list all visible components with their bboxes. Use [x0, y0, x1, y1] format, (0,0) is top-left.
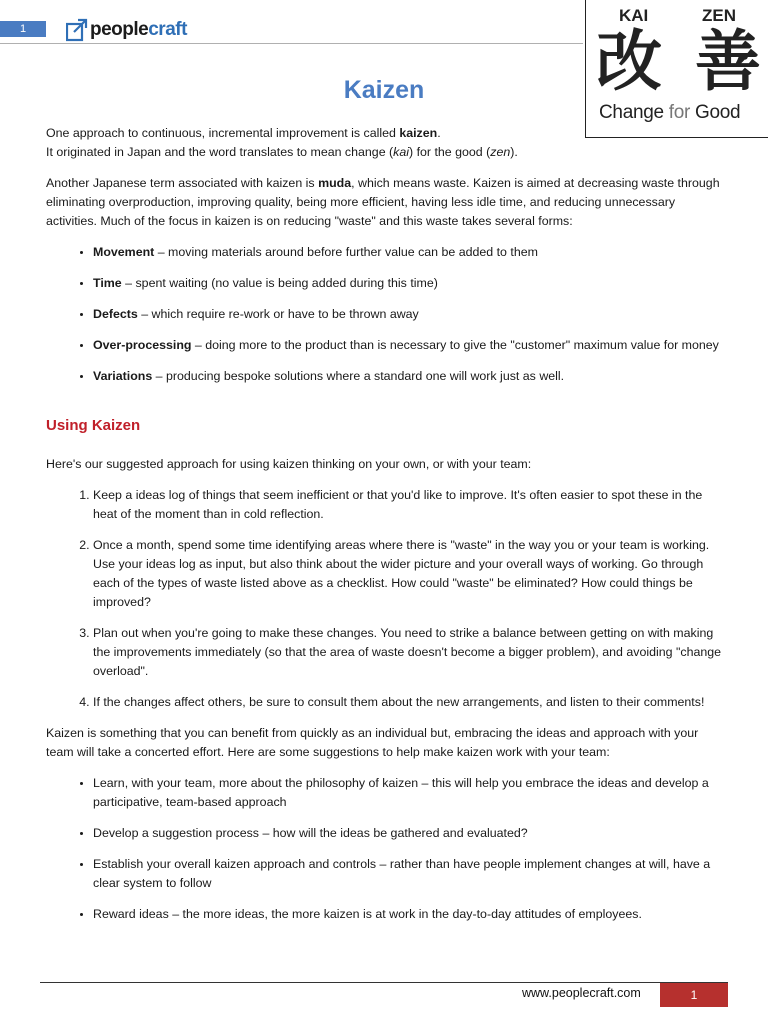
- list-item: [93, 243, 722, 262]
- footer-page-number: 1: [660, 983, 728, 1007]
- list-item: 2. Once a month, spend some time identifying areas where there is "waste" in the way you or your team is working. Use your ideas log as input, but also think about the wider picture and your overall ways of working. Go through each of the types of waste listed above as a checklist. How could "waste" be eliminated? How could things be improved?: [93, 536, 722, 612]
- list-item: 3. Plan out when you're going to make these changes. You need to strike a balance between getting on with making the improvements immediately (so that the area of waste doesn't become a bigger problem), and avoiding "change overload".: [93, 624, 722, 681]
- intro-text: .: [437, 126, 441, 140]
- suggestions-list: [46, 774, 722, 924]
- waste-desc: – producing bespoke solutions where a standard one will work just as well.: [152, 369, 565, 383]
- header-page-number: 1: [0, 21, 46, 37]
- intro-kaizen-term: kaizen: [399, 126, 438, 140]
- intro-zen-term: zen: [490, 145, 511, 159]
- tagline-change: Change: [599, 102, 664, 123]
- waste-term: Time: [93, 276, 122, 290]
- list-item: 1. Keep a ideas log of things that seem inefficient or that you'd like to improve. It's often easier to spot these in the heat of the moment than in cold reflection.: [93, 486, 722, 524]
- arrow-box-icon: [66, 18, 88, 42]
- waste-desc: – moving materials around before further value can be added to them: [154, 245, 538, 259]
- waste-term: Defects: [93, 307, 138, 321]
- logo-text: [90, 19, 187, 41]
- list-item: • Establish your overall kaizen approach and controls – rather than have people implement changes at will, have a clear system to follow: [93, 855, 722, 893]
- muda-text: , which means waste. Kaizen is aimed at decreasing waste through eliminating overproduction, improving quality, being more efficient, having less idle time, and reducing unnecessary activities. Much of the focus in kaizen is on reducing "waste" and this waste takes several forms:: [46, 176, 720, 228]
- list-item: 4. If the changes affect others, be sure to consult them about the new arrangements, and listen to their comments!: [93, 693, 722, 712]
- list-item: [93, 274, 722, 293]
- footer-rule: [40, 982, 728, 983]
- muda-paragraph: [46, 174, 722, 231]
- intro-text: It originated in Japan and the word translates to mean change (: [46, 145, 394, 159]
- intro-paragraph: [46, 124, 722, 162]
- logo-text-people: people: [90, 19, 149, 40]
- muda-text: Another Japanese term associated with kaizen is: [46, 176, 319, 190]
- section-heading-using-kaizen: Using Kaizen: [46, 417, 141, 434]
- waste-list: [46, 243, 722, 386]
- list-item: [93, 336, 722, 355]
- list-item: [93, 367, 722, 386]
- waste-desc: – which require re-work or have to be thrown away: [137, 307, 419, 321]
- list-item: • Reward ideas – the more ideas, the more kaizen is at work in the day-to-day attitudes of employees.: [93, 905, 722, 924]
- intro-text: ).: [510, 145, 518, 159]
- logo-text-craft: craft: [148, 19, 187, 40]
- kaizen-kai-label: KAI: [619, 6, 649, 25]
- tagline-good: Good: [695, 102, 741, 123]
- list-item: [93, 305, 722, 324]
- footer-url-link[interactable]: www.peoplecraft.com: [522, 986, 641, 1000]
- waste-desc: – doing more to the product than is necessary to give the "customer" maximum value for money: [191, 338, 719, 352]
- intro-kai-term: kai: [393, 145, 409, 159]
- waste-term: Movement: [93, 245, 155, 259]
- tagline-for: for: [668, 102, 691, 123]
- kaizen-zen-label: ZEN: [702, 6, 736, 25]
- kaizen-tagline: [599, 102, 740, 124]
- page-title: Kaizen: [343, 76, 425, 104]
- document-body: [46, 124, 722, 936]
- waste-desc: – spent waiting (no value is being added during this time): [121, 276, 438, 290]
- kaizen-graphic: [585, 0, 768, 138]
- intro-text: One approach to continuous, incremental improvement is called: [46, 126, 400, 140]
- waste-term: Over-processing: [93, 338, 192, 352]
- waste-term: Variations: [93, 369, 153, 383]
- team-intro: Kaizen is something that you can benefit from quickly as an individual but, embracing the ideas and approach with your team will take a concerted effort. Here are some suggestions to help make kaizen work with your team:: [46, 726, 699, 759]
- using-intro: Here's our suggested approach for using kaizen thinking on your own, or with your team:: [46, 457, 532, 471]
- peoplecraft-logo: [66, 16, 187, 44]
- list-item: • Develop a suggestion process – how will the ideas be gathered and evaluated?: [93, 824, 722, 843]
- kaizen-char-zen: 善: [695, 23, 761, 100]
- steps-list: [46, 486, 722, 712]
- list-item: • Learn, with your team, more about the philosophy of kaizen – this will help you embrace the ideas and develop a participative, team-based approach: [93, 774, 722, 812]
- muda-term: muda: [318, 176, 352, 190]
- intro-text: ) for the good (: [409, 145, 491, 159]
- kaizen-char-kai: 改: [596, 23, 662, 100]
